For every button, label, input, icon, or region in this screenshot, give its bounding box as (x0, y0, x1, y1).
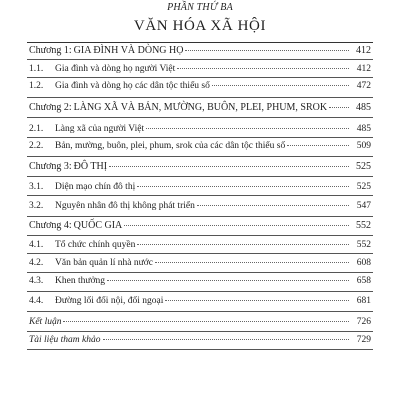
row-divider (27, 253, 373, 254)
row-divider (27, 331, 373, 332)
toc-num: 4.3. (29, 276, 44, 286)
toc-title: Tài liệu tham khảo (29, 335, 101, 345)
toc-page-number: 729 (356, 335, 371, 345)
toc-page-number: 608 (356, 258, 371, 268)
toc-page-number: 547 (356, 201, 371, 211)
row-divider (27, 311, 373, 312)
toc-title: GIA ĐÌNH VÀ DÒNG HỌ (73, 45, 184, 56)
toc-page-number: 412 (356, 64, 371, 74)
section-title: VĂN HÓA XÃ HỘI (133, 18, 267, 34)
toc-row-chapter-4 (29, 219, 371, 233)
row-divider (27, 117, 373, 118)
row-divider (27, 137, 373, 138)
dot-leader (137, 244, 349, 245)
toc-page-number: 412 (356, 45, 371, 56)
dot-leader (107, 280, 349, 281)
toc-num: Chương 4: (29, 220, 72, 231)
toc-title: LÀNG XÃ VÀ BẢN, MƯỜNG, BUÔN, PLEI, PHUM, SROK (73, 102, 328, 113)
dot-leader (109, 166, 349, 167)
toc-title: Văn bản quản lí nhà nước (55, 258, 154, 268)
toc-num: 1.1. (29, 64, 44, 74)
row-divider (27, 235, 373, 236)
toc-title: Khen thưởng (55, 276, 106, 286)
dot-leader (212, 85, 349, 86)
toc-title: QUỐC GIA (73, 220, 123, 231)
toc-title: Nguyên nhân đô thị không phát triển (55, 201, 195, 211)
toc-title: Diện mạo chín đô thị (55, 182, 136, 192)
toc-num: 4.2. (29, 258, 44, 268)
toc-row-chapter-3 (29, 160, 371, 174)
toc-title: Kết luận (29, 317, 62, 327)
toc-num: 1.2. (29, 81, 44, 91)
toc-page-number: 472 (356, 81, 371, 91)
toc-row-4-2 (29, 256, 371, 270)
row-divider (27, 291, 373, 292)
toc-row-2-1 (29, 122, 371, 136)
dot-leader (329, 107, 349, 108)
toc-row-4-1 (29, 238, 371, 252)
toc-title: Tổ chức chính quyền (55, 240, 136, 250)
toc-page-number: 552 (356, 220, 371, 231)
toc-row-4-3 (29, 274, 371, 288)
row-divider (27, 176, 373, 177)
toc-row-chapter-2 (29, 101, 371, 115)
row-divider (27, 77, 373, 78)
toc-page-number: 485 (356, 102, 371, 113)
dot-leader (63, 321, 349, 322)
toc-row-3-2 (29, 199, 371, 213)
toc-page-number: 552 (356, 240, 371, 250)
toc-page-number: 509 (356, 141, 371, 151)
toc-title: Bản, mường, buôn, plei, phum, srok của các dân tộc thiểu số (55, 141, 286, 151)
dot-leader (177, 68, 349, 69)
toc-page-number: 525 (356, 182, 371, 192)
toc-num: Chương 1: (29, 45, 72, 56)
toc-num: Chương 3: (29, 161, 72, 172)
toc-num: 2.2. (29, 141, 44, 151)
top-rule (27, 42, 373, 43)
dot-leader (185, 50, 349, 51)
toc-title: ĐÔ THỊ (73, 161, 108, 172)
dot-leader (103, 339, 349, 340)
dot-leader (146, 128, 349, 129)
toc-num: Chương 2: (29, 102, 72, 113)
toc-row-1-1 (29, 62, 371, 76)
row-divider (27, 59, 373, 60)
toc-row-conclusion (29, 315, 371, 329)
dot-leader (137, 186, 349, 187)
toc-num: 3.2. (29, 201, 44, 211)
row-divider (27, 349, 373, 350)
dot-leader (165, 300, 349, 301)
part-title: PHẦN THỨ BA (167, 2, 233, 13)
toc-row-chapter-1 (29, 44, 371, 58)
toc-row-references (29, 333, 371, 347)
toc-row-3-1 (29, 180, 371, 194)
row-divider (27, 156, 373, 157)
toc-title: Gia đình và dòng họ các dân tộc thiểu số (55, 81, 210, 91)
toc-title: Gia đình và dòng họ người Việt (55, 64, 176, 74)
toc-page-number: 726 (356, 317, 371, 327)
dot-leader (155, 262, 349, 263)
toc-page-number: 658 (356, 276, 371, 286)
toc-page-number: 485 (356, 124, 371, 134)
toc-num: 2.1. (29, 124, 44, 134)
toc-page-number: 525 (356, 161, 371, 172)
dot-leader (287, 145, 349, 146)
toc-num: 4.4. (29, 296, 44, 306)
row-divider (27, 216, 373, 217)
row-divider (27, 195, 373, 196)
toc-row-2-2 (29, 139, 371, 153)
toc-title: Đường lối đối nội, đối ngoại (55, 296, 164, 306)
toc-row-4-4 (29, 294, 371, 308)
row-divider (27, 272, 373, 273)
row-divider (27, 97, 373, 98)
toc-title: Làng xã của người Việt (55, 124, 145, 134)
dot-leader (197, 205, 349, 206)
toc-num: 3.1. (29, 182, 44, 192)
toc-page-number: 681 (356, 296, 371, 306)
dot-leader (124, 225, 349, 226)
toc-num: 4.1. (29, 240, 44, 250)
toc-row-1-2 (29, 79, 371, 93)
